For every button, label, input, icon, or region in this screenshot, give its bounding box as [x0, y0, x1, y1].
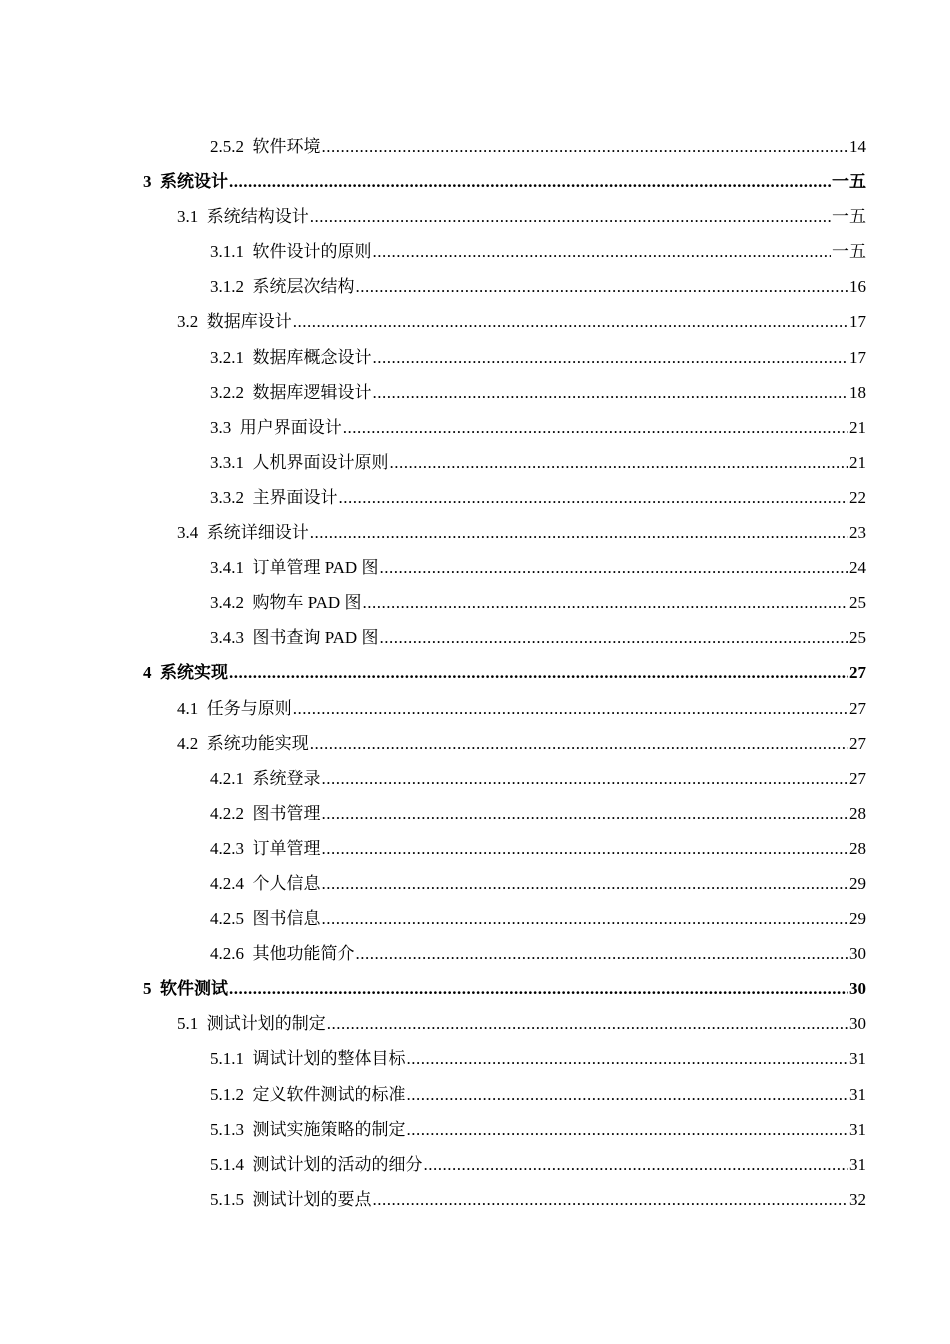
dot-leader [379, 620, 848, 655]
dot-leader [390, 445, 849, 480]
dot-leader [310, 199, 831, 234]
toc-entry-number: 3.4.2 [210, 593, 244, 613]
toc-entry-number: 4.2 [177, 733, 199, 753]
table-of-contents [0, 129, 950, 1217]
toc-entry-number: 4.2.6 [210, 944, 244, 964]
toc-entry[interactable] [0, 1041, 950, 1076]
toc-entry[interactable] [0, 269, 950, 304]
toc-entry-title: 测试计划的要点 [252, 1189, 372, 1209]
toc-entry-title: 任务与原则 [206, 698, 292, 718]
toc-entry-number: 4.2.4 [210, 873, 244, 893]
toc-entry-title: 数据库设计 [206, 312, 292, 332]
toc-entry-title: 系统功能实现 [206, 733, 309, 753]
toc-entry-number: 4.2.2 [210, 803, 244, 823]
toc-entry-page-number: 23 [849, 523, 866, 543]
toc-entry-page-number: 17 [849, 312, 866, 332]
toc-entry-number: 3.3.1 [210, 452, 244, 472]
toc-entry[interactable] [0, 304, 950, 339]
dot-leader [229, 164, 831, 199]
toc-entry[interactable] [0, 1147, 950, 1182]
toc-entry[interactable] [0, 1112, 950, 1147]
toc-entry-page-number: 一五 [832, 207, 866, 227]
toc-entry-number: 3.3.2 [210, 487, 244, 507]
toc-entry-page-number: 31 [849, 1084, 866, 1104]
toc-entry[interactable] [0, 1077, 950, 1112]
toc-entry-page-number: 31 [849, 1154, 866, 1174]
toc-entry-title: 图书管理 [252, 803, 321, 823]
toc-entry-title: 系统详细设计 [206, 523, 309, 543]
toc-entry-title: 数据库逻辑设计 [252, 382, 372, 402]
dot-leader [322, 129, 849, 164]
dot-leader [310, 515, 848, 550]
toc-entry-page-number: 21 [849, 417, 866, 437]
toc-entry-page-number: 31 [849, 1049, 866, 1069]
toc-entry[interactable] [0, 550, 950, 585]
toc-entry-page-number: 28 [849, 838, 866, 858]
toc-entry-number: 5.1 [177, 1014, 199, 1034]
toc-entry-title: 系统登录 [252, 768, 321, 788]
dot-leader [229, 971, 848, 1006]
dot-leader [407, 1077, 849, 1112]
dot-leader [373, 1182, 849, 1217]
toc-entry-title: 订单管理 [252, 838, 321, 858]
dot-leader [229, 655, 848, 690]
dot-leader [424, 1147, 849, 1182]
toc-entry-number: 4 [143, 663, 152, 683]
dot-leader [322, 761, 849, 796]
toc-entry-page-number: 21 [849, 452, 866, 472]
toc-entry[interactable] [0, 1182, 950, 1217]
toc-entry-number: 3 [143, 172, 152, 192]
toc-entry-number: 4.2.3 [210, 838, 244, 858]
toc-entry-page-number: 29 [849, 873, 866, 893]
toc-entry-number: 5.1.3 [210, 1119, 244, 1139]
toc-entry-page-number: 27 [849, 663, 866, 683]
toc-entry-title: 图书信息 [252, 909, 321, 929]
toc-entry-page-number: 31 [849, 1119, 866, 1139]
dot-leader [339, 480, 849, 515]
toc-entry-title: 测试计划的制定 [206, 1014, 326, 1034]
dot-leader [407, 1041, 849, 1076]
toc-entry[interactable] [0, 831, 950, 866]
toc-entry[interactable] [0, 164, 950, 199]
toc-entry-page-number: 一五 [832, 242, 866, 262]
toc-entry-page-number: 25 [849, 628, 866, 648]
toc-entry[interactable] [0, 901, 950, 936]
toc-entry[interactable] [0, 655, 950, 690]
toc-entry[interactable] [0, 129, 950, 164]
toc-entry[interactable] [0, 375, 950, 410]
dot-leader [327, 1006, 848, 1041]
toc-entry[interactable] [0, 761, 950, 796]
toc-entry[interactable] [0, 199, 950, 234]
toc-entry[interactable] [0, 1006, 950, 1041]
toc-entry-page-number: 30 [849, 979, 866, 999]
toc-entry-title: 系统设计 [160, 172, 228, 192]
toc-entry-page-number: 16 [849, 277, 866, 297]
toc-entry-number: 5.1.1 [210, 1049, 244, 1069]
dot-leader [293, 304, 848, 339]
toc-entry-title: 软件测试 [160, 979, 228, 999]
toc-entry[interactable] [0, 585, 950, 620]
toc-entry-title: 系统实现 [160, 663, 228, 683]
toc-entry-page-number: 27 [849, 733, 866, 753]
dot-leader [322, 901, 849, 936]
toc-entry-number: 5 [143, 979, 152, 999]
toc-entry-page-number: 30 [849, 1014, 866, 1034]
toc-entry[interactable] [0, 866, 950, 901]
dot-leader [356, 936, 849, 971]
toc-entry-title: 人机界面设计原则 [252, 452, 389, 472]
toc-entry-number: 3.4 [177, 523, 199, 543]
toc-entry-number: 5.1.2 [210, 1084, 244, 1104]
toc-entry-page-number: 一五 [832, 172, 866, 192]
toc-entry-page-number: 28 [849, 803, 866, 823]
toc-entry-page-number: 17 [849, 347, 866, 367]
toc-entry[interactable] [0, 234, 950, 269]
toc-entry-number: 4.2.5 [210, 909, 244, 929]
dot-leader [293, 691, 848, 726]
toc-entry-number: 3.2 [177, 312, 199, 332]
toc-entry-number: 2.5.2 [210, 137, 244, 156]
toc-entry[interactable] [0, 971, 950, 1006]
toc-entry[interactable] [0, 620, 950, 655]
dot-leader [343, 410, 848, 445]
toc-entry-title: 图书查询 PAD 图 [252, 628, 379, 648]
toc-entry-number: 4.2.1 [210, 768, 244, 788]
toc-entry[interactable] [0, 480, 950, 515]
toc-entry-number: 3.4.1 [210, 558, 244, 578]
dot-leader [373, 375, 849, 410]
toc-entry-title: 软件环境 [252, 137, 321, 156]
toc-entry[interactable] [0, 410, 950, 445]
toc-entry-title: 系统层次结构 [252, 277, 355, 297]
toc-entry[interactable] [0, 796, 950, 831]
dot-leader [362, 585, 848, 620]
toc-entry[interactable] [0, 726, 950, 761]
dot-leader [379, 550, 848, 585]
toc-entry-number: 3.2.1 [210, 347, 244, 367]
toc-entry-page-number: 30 [849, 944, 866, 964]
toc-entry-number: 5.1.4 [210, 1154, 244, 1174]
dot-leader [322, 796, 849, 831]
toc-entry-number: 4.1 [177, 698, 199, 718]
toc-entry[interactable] [0, 445, 950, 480]
dot-leader [322, 866, 849, 901]
dot-leader [407, 1112, 849, 1147]
toc-entry-title: 订单管理 PAD 图 [252, 558, 379, 578]
toc-entry[interactable] [0, 340, 950, 375]
toc-entry-title: 其他功能简介 [252, 944, 355, 964]
toc-entry-page-number: 29 [849, 909, 866, 929]
toc-entry-page-number: 32 [849, 1189, 866, 1209]
dot-leader [373, 340, 849, 375]
toc-entry-title: 个人信息 [252, 873, 321, 893]
toc-entry-page-number: 22 [849, 487, 866, 507]
toc-entry-number: 3.1.2 [210, 277, 244, 297]
toc-entry-number: 5.1.5 [210, 1189, 244, 1209]
toc-entry-title: 软件设计的原则 [252, 242, 372, 262]
toc-entry-title: 调试计划的整体目标 [252, 1049, 406, 1069]
toc-entry-page-number: 27 [849, 768, 866, 788]
toc-entry-title: 购物车 PAD 图 [252, 593, 362, 613]
toc-entry[interactable] [0, 691, 950, 726]
toc-entry-number: 3.4.3 [210, 628, 244, 648]
dot-leader [310, 726, 848, 761]
toc-entry-page-number: 27 [849, 698, 866, 718]
dot-leader [356, 269, 849, 304]
toc-entry-number: 3.2.2 [210, 382, 244, 402]
toc-entry[interactable] [0, 515, 950, 550]
toc-entry-title: 主界面设计 [252, 487, 338, 507]
toc-entry-number: 3.1 [177, 207, 199, 227]
toc-entry-title: 测试计划的活动的细分 [252, 1154, 423, 1174]
toc-entry-title: 定义软件测试的标准 [252, 1084, 406, 1104]
toc-entry[interactable] [0, 936, 950, 971]
toc-entry-page-number: 18 [849, 382, 866, 402]
dot-leader [373, 234, 832, 269]
toc-entry-number: 3.1.1 [210, 242, 244, 262]
dot-leader [322, 831, 849, 866]
toc-entry-number: 3.3 [210, 417, 232, 437]
toc-entry-page-number: 24 [849, 558, 866, 578]
toc-entry-title: 测试实施策略的制定 [252, 1119, 406, 1139]
toc-entry-page-number: 14 [849, 137, 866, 156]
toc-entry-page-number: 25 [849, 593, 866, 613]
toc-entry-title: 系统结构设计 [206, 207, 309, 227]
toc-entry-title: 数据库概念设计 [252, 347, 372, 367]
toc-entry-title: 用户界面设计 [239, 417, 342, 437]
